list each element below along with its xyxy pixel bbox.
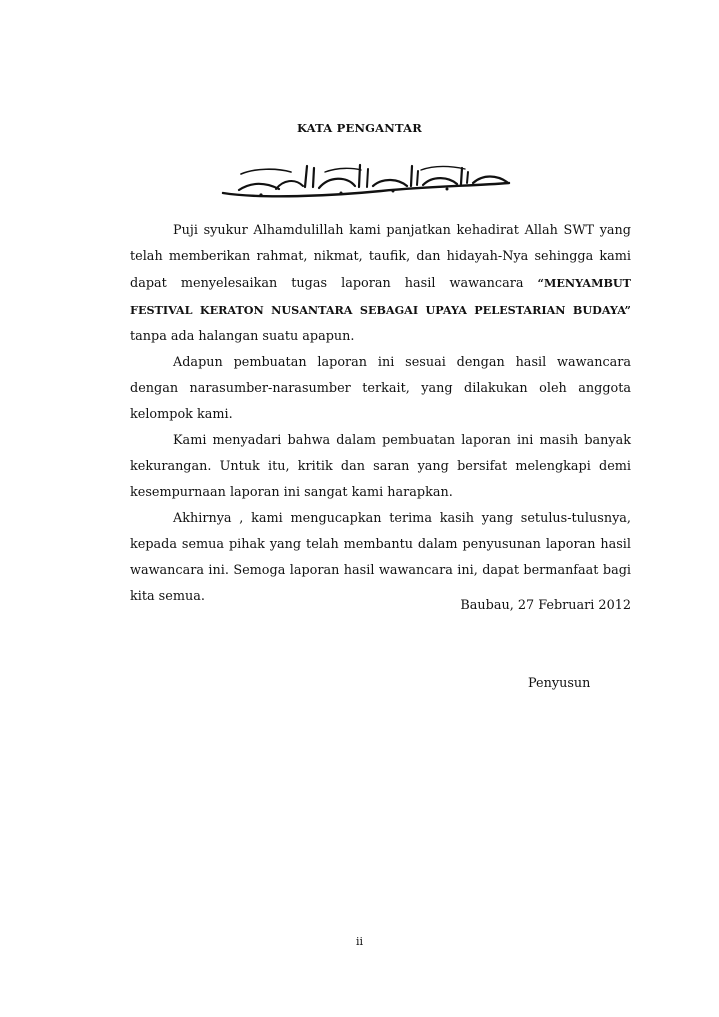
signer-label: Penyusun — [528, 676, 591, 691]
report-title-emphasis: “MENYAMBUT FESTIVAL KERATON NUSANTARA SEBAGAI UPAYA PELESTARIAN BUDAYA” — [130, 276, 631, 317]
paragraph-1 — [130, 218, 631, 350]
page-number: ii — [355, 935, 364, 948]
place-and-date: Baubau, 27 Februari 2012 — [460, 598, 631, 613]
paragraph-3: Kami menyadari bahwa dalam pembuatan laporan ini masih banyak kekurangan. Untuk itu, kritik dan saran yang bersifat melengkapi demi kesempurnaan laporan ini sangat kami harapkan. — [130, 433, 631, 500]
paragraph-1-outro: tanpa ada halangan suatu apapun. — [130, 329, 355, 344]
paragraph-4: Akhirnya , kami mengucapkan terima kasih yang setulus-tulusnya, kepada semua pihak yang telah membantu dalam penyusunan laporan hasil wawancara ini. Semoga laporan hasil wawancara ini, dapat bermanfaat bagi kita semua. — [130, 511, 631, 604]
page-title: KATA PENGANTAR — [296, 121, 423, 135]
body-text — [130, 218, 631, 610]
basmala-calligraphy-image — [221, 160, 513, 200]
paragraph-1-intro: Puji syukur Alhamdulillah kami panjatkan kehadirat Allah SWT yang telah memberikan rahmat, nikmat, taufik, dan hidayah-Nya sehingga kami dapat menyelesaikan tugas laporan hasil wawancara — [130, 223, 631, 291]
paragraph-2: Adapun pembuatan laporan ini sesuai dengan hasil wawancara dengan narasumber-narasumber terkait, yang dilakukan oleh anggota kelompok kami. — [130, 355, 631, 422]
